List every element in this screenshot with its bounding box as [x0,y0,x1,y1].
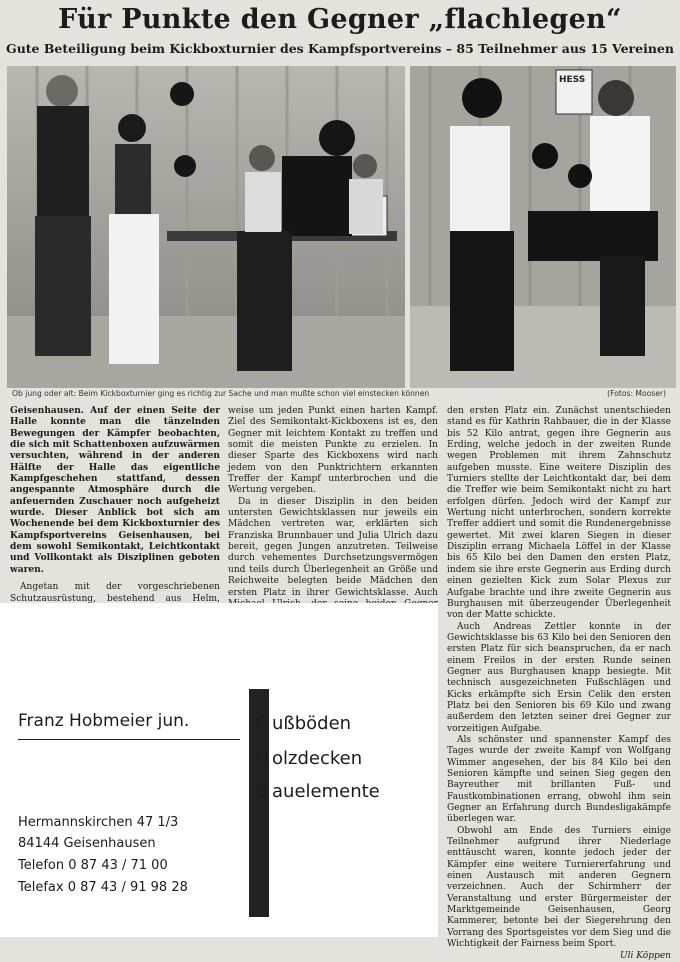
article-paragraph: weise um jeden Punkt einen harten Kampf. Ziel des Semikontakt-Kickboxens ist es, den Gegner mit leichtem Kontakt zu treffen und somit die meisten Punkte zu erzielen. In dieser Sparte des Kickboxens wird nach jedem von den Punktrichtern erkannten Treffer der Kampf unterbrochen und die Wertung vergeben. [228,406,438,496]
banner-text: HESS [559,75,586,85]
photo-caption [12,389,672,398]
advertisement [0,603,438,937]
ad-initial-h: H [255,748,269,769]
article-lead: Geisenhausen. Auf der einen Seite der Halle konnte man die tänzelnden Bewegungen der Kämpfer beobachten, die sich mit Schattenboxen aufzuwärmen versuchten, während in der anderen Hälfte der Halle das eigentliche Kampfgeschehen stattfand, dessen angespannte Atmosphäre durch die anfeuernden Zuschauer noch aufgeheizt wurde. Dieser Anblick bot sich am Wochenende bei dem Kickboxturnier des Kampfsportvereins Geisenhausen, bei dem sowohl Semikontakt, Leichtkontakt und Vollkontakt als Disziplinen geboten waren. [10,406,220,575]
ad-service-floors: ußböden [272,713,352,734]
article-column-3 [447,406,671,962]
ad-initial-f: F [255,713,266,734]
article-author: Uli Köppen [619,950,671,961]
ad-service-ceilings: olzdecken [272,748,363,769]
photo-credit: (Fotos: Mooser) [607,389,666,398]
article-paragraph: Obwohl am Ende des Turniers einige Teilnehmer aufgrund ihrer Niederlage enttäuscht waren, konnte jedoch jeder der Kämpfer eine weitere Turniererfahrung und einen Austausch mit anderen Gegnern verzeichnen. Auch der Schirmherr der Veranstaltung und erster Bürgermeister der Marktgemeinde Geisenhausen, Georg Kammerer, betonte bei der Siegerehrung den Vorrang des Sportsgeistes vor dem Sieg und die Wichtigkeit der Fairness beim Sport. [447,825,671,950]
article-subheadline: Gute Beteiligung beim Kickboxturnier des Kampfsportvereins – 85 Teilnehmer aus 15 Vereinen [6,41,674,56]
article-paragraph: den ersten Platz ein. Zunächst unentschieden stand es für Kathrin Rahbauer, die in der Klasse bis 52 Kilo antrat, gegen ihre Gegnerin aus Erding, welche jedoch in der zweiten Runde wegen Problemen mit ihrem Zahnschutz aufgeben musste. Eine weitere Disziplin des Turniers stellte der Leichtkontakt dar, bei dem die Treffer wie beim Semikontakt nicht zu hart erfolgen dürfen. Jedoch wird der Kampf zur Wertung nicht unterbrochen, sondern korrekte Treffer addiert und somit die Rundenergebnisse gewertet. Mit zwei klaren Siegen in dieser Disziplin errang Michaela Löffel in der Klasse bis 65 Kilo bei den Damen den ersten Platz, indem sie ihre erste Gegnerin aus Erding durch einen gezielten Kick zum Solar Plexus zur Aufgabe brachte und ihre zweite Gegnerin aus Burghausen mit überzeugender Überlegenheit von der Matte schickte. [447,406,671,621]
ad-city: 84144 Geisenhausen [18,836,156,851]
ad-company-name: Franz Hobmeier jun. [18,711,190,731]
ad-street: Hermannskirchen 47 1/3 [18,815,179,830]
article-paragraph: Als schönster und spannenster Kampf des Tages wurde der zweite Kampf von Wolfgang Wimmer angesehen, der bis 84 Kilo bei den Senioren kämpfte und seinen Sieg gegen den Bayreuther mit brillanten Fuß- und Faustkombinationen errang, obwohl ihm sein Gegner an Erfahrung durch Bundesligakämpfe überlegen war. [447,734,671,825]
ad-service-building-elements: auelemente [272,781,380,802]
article-headline: Für Punkte den Gegner „flachlegen“ [58,4,622,35]
article-paragraph: Da in dieser Disziplin in den beiden untersten Gewichtsklassen nur jeweils ein Mädchen vertreten war, erklärten sich Franziska Brunnbauer und Julia Ulrich dazu bereit, gegen Jungen anzutreten. Teilweise durch vehementes Durchsetzungsvermögen und teils durch Überlegenheit an Größe und Reichweite belegten beide Mädchen den ersten Platz in ihrer Gewichtsklasse. Auch [228,496,438,598]
caption-text: Ob jung oder alt: Beim Kickboxturnier ging es richtig zur Sache und man mußte schon viel einstecken können [12,389,430,398]
photo-left [7,66,405,388]
ad-rule [18,739,240,740]
article-paragraph: Angetan mit der vorgeschriebenen Schutzausrüstung, bestehend aus Helm, [10,582,220,604]
photo-right [410,66,676,388]
article-paragraph: Auch Andreas Zettler konnte in der Gewichtsklasse bis 63 Kilo bei den Senioren den ersten Platz für sich beanspruchen, da er nach einem Freilos in der ersten Runde seinen Gegner aus Burghausen knapp besiegte. Mit technisch ausgezeichneten Fußschlägen und Kicks erkämpfte sich Ersin Celik den ersten Platz bei den Senioren bis 69 Kilo und zwang außerdem den letzten seiner drei Gegner zur vorzeitigen Aufgabe. [447,621,671,734]
ad-fax: Telefax 0 87 43 / 91 98 28 [18,880,188,895]
ad-phone: Telefon 0 87 43 / 71 00 [18,858,168,873]
ad-initial-b: B [255,781,268,802]
article-column-2 [228,406,438,633]
